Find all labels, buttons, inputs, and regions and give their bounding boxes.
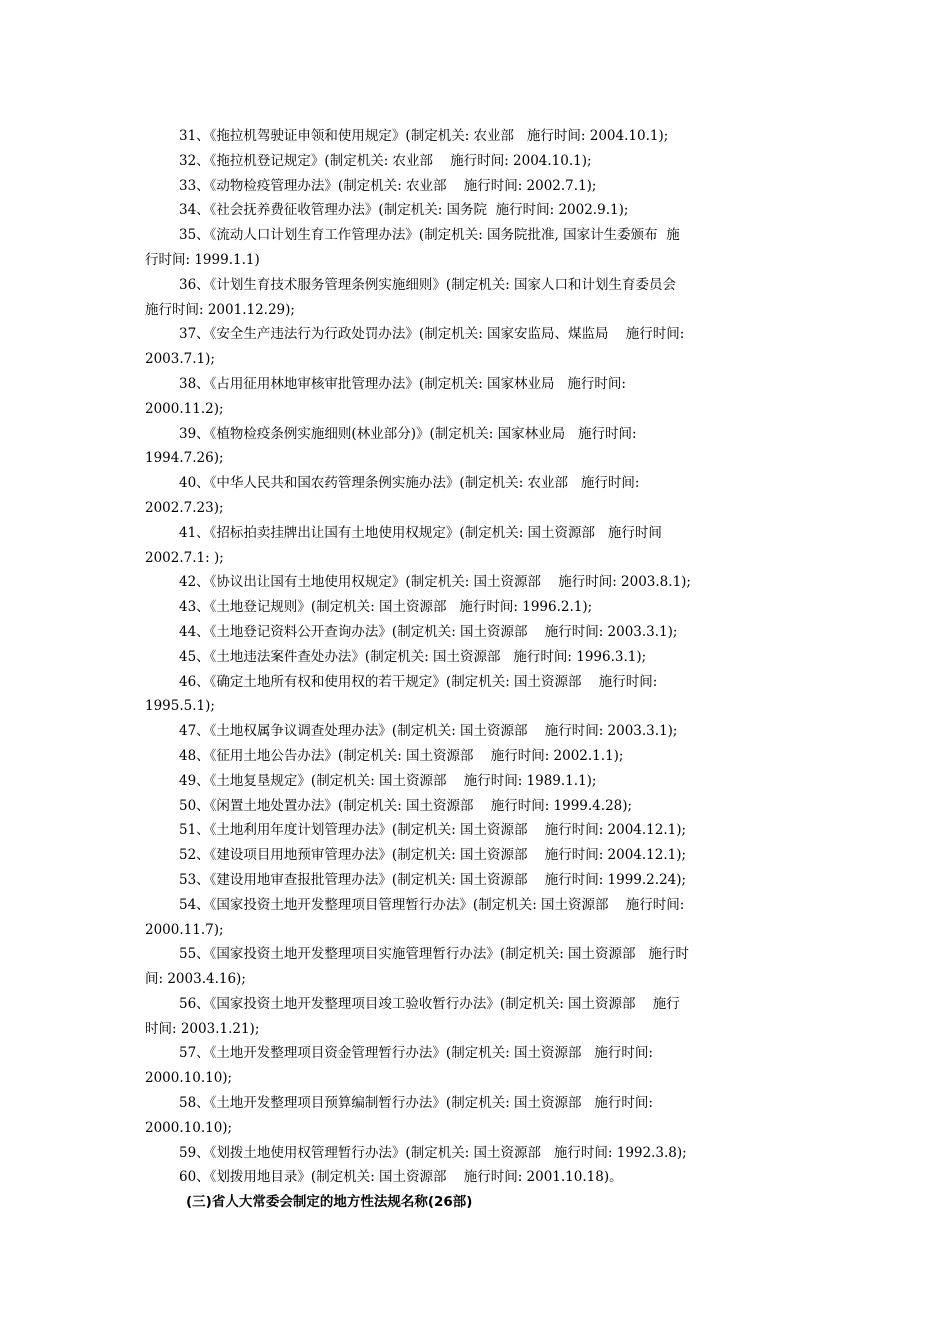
list-line: 2000.11.7);: [145, 921, 224, 938]
list-line: 36、《计划生育技术服务管理条例实施细则》(制定机关: 国家人口和计划生育委员会: [179, 276, 677, 293]
list-line: 47、《土地权属争议调查处理办法》(制定机关: 国土资源部 施行时间: 2003.3.1);: [179, 723, 678, 740]
list-line: 42、《协议出让国有土地使用权规定》(制定机关: 国土资源部 施行时间: 2003.8.1);: [179, 574, 691, 591]
list-line: 行时间: 1999.1.1): [145, 251, 260, 268]
list-line: 44、《土地登记资料公开查询办法》(制定机关: 国土资源部 施行时间: 2003.3.1);: [179, 623, 678, 640]
list-line: 55、《国家投资土地开发整理项目实施管理暂行办法》(制定机关: 国土资源部 施行时: [179, 946, 689, 963]
section-heading: (三)省人大常委会制定的地方性法规名称(26部): [186, 1194, 473, 1211]
list-line: 49、《土地复垦规定》(制定机关: 国土资源部 施行时间: 1989.1.1);: [179, 772, 597, 789]
list-line: 54、《国家投资土地开发整理项目管理暂行办法》(制定机关: 国土资源部 施行时间:: [179, 896, 685, 913]
document-page: [145, 124, 810, 1215]
list-line: 45、《土地违法案件查处办法》(制定机关: 国土资源部 施行时间: 1996.3.1);: [179, 648, 647, 665]
list-line: 41、《招标拍卖挂牌出让国有土地使用权规定》(制定机关: 国土资源部 施行时间: [179, 524, 662, 541]
list-line: 38、《占用征用林地审核审批管理办法》(制定机关: 国家林业局 施行时间:: [179, 375, 626, 392]
list-line: 时间: 2003.1.21);: [145, 1020, 260, 1037]
list-line: 2000.10.10);: [145, 1119, 233, 1136]
list-line: 58、《土地开发整理项目预算编制暂行办法》(制定机关: 国土资源部 施行时间:: [179, 1095, 653, 1112]
list-line: 施行时间: 2001.12.29);: [145, 301, 295, 318]
list-line: 37、《安全生产违法行为行政处罚办法》(制定机关: 国家安监局、煤监局 施行时间:: [179, 326, 685, 343]
list-line: 43、《土地登记规则》(制定机关: 国土资源部 施行时间: 1996.2.1);: [179, 599, 593, 616]
list-line: 59、《划拨土地使用权管理暂行办法》(制定机关: 国土资源部 施行时间: 1992.3.8);: [179, 1144, 687, 1161]
list-line: 56、《国家投资土地开发整理项目竣工验收暂行办法》(制定机关: 国土资源部 施行: [179, 995, 680, 1012]
list-line: 1994.7.26);: [145, 450, 224, 467]
list-line: 57、《土地开发整理项目资金管理暂行办法》(制定机关: 国土资源部 施行时间:: [179, 1045, 653, 1062]
list-line: 2002.7.1: );: [145, 549, 224, 566]
list-line: 39、《植物检疫条例实施细则(林业部分)》(制定机关: 国家林业局 施行时间:: [179, 425, 637, 442]
list-line: 1995.5.1);: [145, 698, 215, 715]
list-line: 46、《确定土地所有权和使用权的若干规定》(制定机关: 国土资源部 施行时间:: [179, 673, 658, 690]
list-line: 53、《建设用地审查报批管理办法》(制定机关: 国土资源部 施行时间: 1999.2.24);: [179, 871, 687, 888]
list-line: 33、《动物检疫管理办法》(制定机关: 农业部 施行时间: 2002.7.1);: [179, 177, 597, 194]
list-line: 32、《拖拉机登记规定》(制定机关: 农业部 施行时间: 2004.10.1);: [179, 152, 592, 169]
list-line: 2000.10.10);: [145, 1070, 233, 1087]
list-line: 52、《建设项目用地预审管理办法》(制定机关: 国土资源部 施行时间: 2004.12.1);: [179, 847, 687, 864]
list-line: 31、《拖拉机驾驶证申领和使用规定》(制定机关: 农业部 施行时间: 2004.10.1);: [179, 128, 669, 144]
list-line: 40、《中华人民共和国农药管理条例实施办法》(制定机关: 农业部 施行时间:: [179, 475, 640, 492]
list-line: 35、《流动人口计划生育工作管理办法》(制定机关: 国务院批准, 国家计生委颁布 施: [179, 227, 680, 244]
list-line: 48、《征用土地公告办法》(制定机关: 国土资源部 施行时间: 2002.1.1);: [179, 747, 624, 764]
list-line: 2002.7.23);: [145, 499, 224, 516]
list-line: 51、《土地利用年度计划管理办法》(制定机关: 国土资源部 施行时间: 2004.12.1);: [179, 822, 687, 839]
list-line: 60、《划拨用地目录》(制定机关: 国土资源部 施行时间: 2001.10.18)。: [179, 1169, 623, 1186]
regulation-list: [145, 124, 810, 1190]
list-line: 间: 2003.4.16);: [145, 971, 246, 988]
list-line: 50、《闲置土地处置办法》(制定机关: 国土资源部 施行时间: 1999.4.28);: [179, 797, 633, 814]
list-line: 2000.11.2);: [145, 400, 224, 417]
list-line: 34、《社会抚养费征收管理办法》(制定机关: 国务院 施行时间: 2002.9.1);: [179, 202, 629, 219]
list-line: 2003.7.1);: [145, 351, 215, 368]
